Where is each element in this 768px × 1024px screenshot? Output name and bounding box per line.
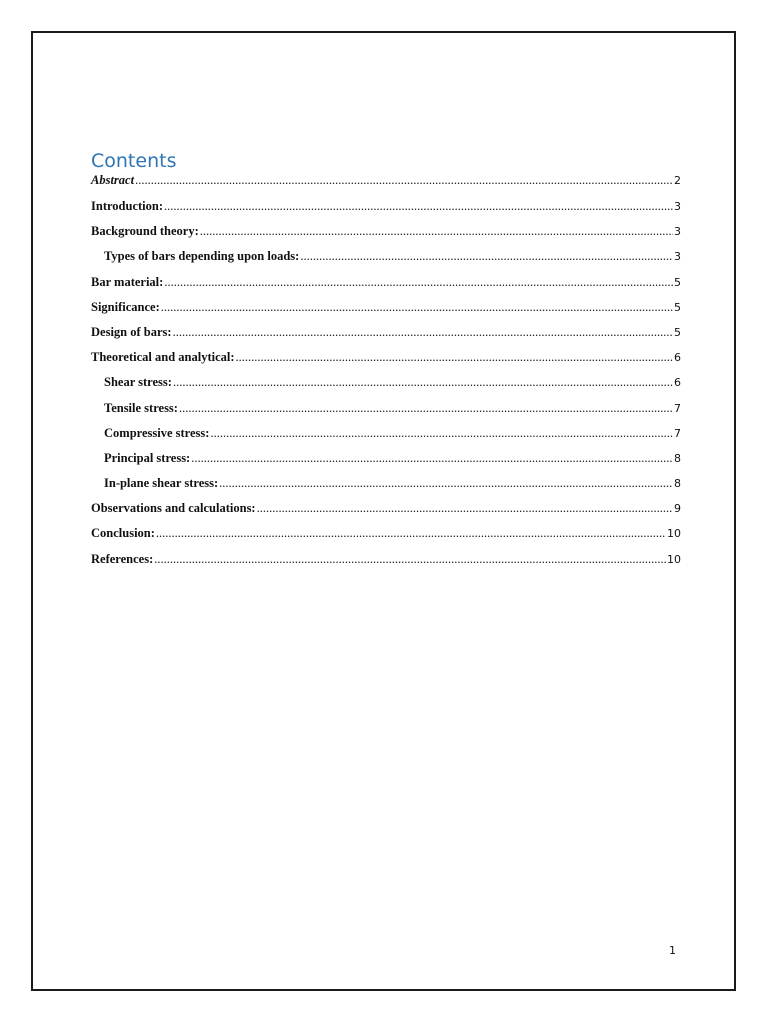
toc-entry-bar-material[interactable] [91, 275, 681, 300]
dot-leader [257, 501, 673, 516]
toc-entry-principal-stress[interactable] [91, 451, 681, 476]
toc-entry-label: Compressive stress: [104, 425, 210, 440]
toc-entry-shear-stress[interactable] [91, 375, 681, 400]
toc-entry-page: 10 [667, 552, 681, 566]
toc-entry-label: Significance: [91, 299, 160, 314]
toc-entry-abstract[interactable] [91, 173, 681, 199]
toc-entry-label: Design of bars: [91, 324, 172, 339]
dot-leader [164, 199, 673, 214]
toc-entry-types-of-bars[interactable] [91, 249, 681, 274]
toc-entry-label: Principal stress: [104, 450, 191, 465]
toc-entry-label: Bar material: [91, 274, 164, 289]
dot-leader [179, 401, 673, 416]
toc-entry-label: Observations and calculations: [91, 501, 256, 516]
toc-entry-page: 5 [674, 300, 681, 314]
dot-leader [173, 375, 673, 390]
table-of-contents [91, 149, 681, 577]
toc-entry-label: In-plane shear stress: [104, 476, 219, 491]
toc-entry-label: Theoretical and analytical: [91, 350, 235, 365]
toc-entry-label: Introduction: [91, 199, 164, 213]
dot-leader [135, 173, 673, 188]
document-page [31, 31, 736, 991]
dot-leader [164, 275, 673, 290]
toc-entry-compressive-stress[interactable] [91, 426, 681, 451]
dot-leader [154, 552, 666, 567]
toc-entry-label: Shear stress: [104, 375, 172, 390]
toc-entry-label: Abstract [91, 173, 135, 187]
toc-entry-label: Background theory: [91, 224, 199, 239]
toc-entry-theoretical-analytical[interactable] [91, 350, 681, 375]
toc-entry-page: 3 [674, 250, 681, 264]
toc-list [91, 173, 681, 577]
dot-leader [300, 249, 673, 264]
dot-leader [191, 451, 673, 466]
toc-entry-in-plane-shear-stress[interactable] [91, 476, 681, 501]
toc-entry-page: 2 [674, 174, 681, 187]
toc-entry-observations-calculations[interactable] [91, 501, 681, 526]
toc-entry-page: 3 [674, 225, 681, 239]
toc-entry-page: 7 [674, 401, 681, 415]
dot-leader [200, 224, 673, 239]
dot-leader [161, 300, 673, 315]
toc-entry-background-theory[interactable] [91, 224, 681, 249]
page-number: 1 [669, 944, 676, 957]
toc-entry-page: 7 [674, 426, 681, 440]
toc-entry-label: References: [91, 551, 154, 566]
toc-entry-references[interactable] [91, 552, 681, 577]
toc-entry-tensile-stress[interactable] [91, 401, 681, 426]
toc-entry-page: 3 [674, 200, 681, 213]
toc-entry-introduction[interactable] [91, 199, 681, 224]
toc-entry-page: 5 [674, 325, 681, 339]
toc-entry-page: 8 [674, 477, 681, 491]
toc-entry-page: 6 [674, 376, 681, 390]
toc-entry-page: 9 [674, 502, 681, 516]
dot-leader [173, 325, 673, 340]
toc-entry-conclusion[interactable] [91, 526, 681, 551]
dot-leader [236, 350, 673, 365]
toc-entry-label: Conclusion: [91, 526, 155, 541]
toc-entry-design-of-bars[interactable] [91, 325, 681, 350]
toc-entry-label: Tensile stress: [104, 400, 178, 415]
dot-leader [210, 426, 673, 441]
toc-entry-label: Types of bars depending upon loads: [104, 249, 300, 264]
toc-entry-page: 6 [674, 351, 681, 365]
toc-entry-page: 10 [667, 527, 681, 541]
toc-title: Contents [91, 150, 177, 172]
dot-leader [219, 476, 673, 491]
toc-entry-significance[interactable] [91, 300, 681, 325]
toc-entry-page: 8 [674, 451, 681, 465]
dot-leader [156, 526, 666, 541]
toc-entry-page: 5 [674, 275, 681, 289]
